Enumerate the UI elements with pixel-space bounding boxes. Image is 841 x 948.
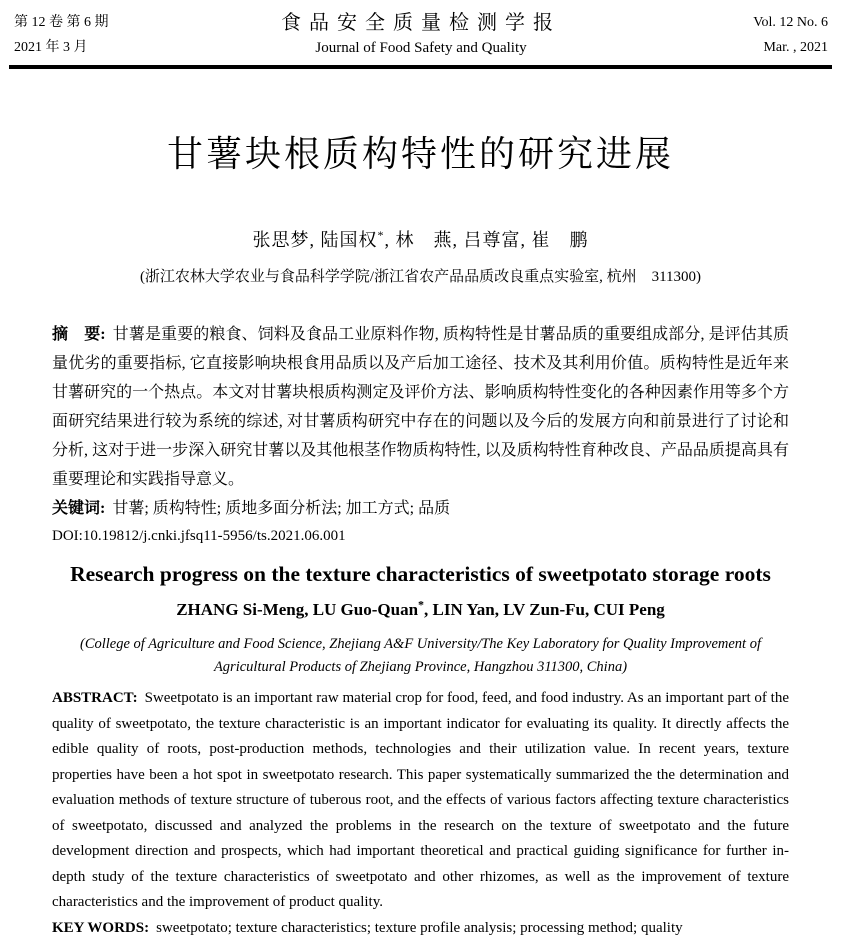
authors-cn-post: , 林 燕, 吕尊富, 崔 鹏	[384, 230, 589, 250]
authors-en	[52, 597, 789, 623]
header-date-en: Mar. , 2021	[763, 40, 828, 55]
abstract-en	[52, 686, 789, 916]
article-title-cn: 甘薯块根质构特性的研究进展	[166, 134, 674, 174]
keywords-en-label: KEY WORDS:	[52, 919, 150, 936]
abstract-en-text: Sweetpotato is an important raw material crop for food, feed, and food industry. As an important part of the quality of sweetpotato, the texture characteristic is an important indicator for evaluating its quality. It directly affects the edible quality of roots, post-production methods, technologies and their utilization value. In recent years, texture properties have been a hot spot in sweetpotato research. This paper systematically summarized the the determination and evaluation methods of texture structure of tuberous root, and the effects of various factors affecting texture characteristics of sweetpotato, discussed and analyzed the problems in the research on the texture of sweetpotato and the future development direction and prospects, which had important theoretical and practical guiding significance for further in-depth study of the texture characteristics of sweetpotato and other rhizomes, as well as the improvement of texture characteristics and the improvement of product quality.	[52, 690, 789, 910]
header-journal-block	[281, 10, 561, 61]
journal-title-en: Journal of Food Safety and Quality	[315, 40, 527, 56]
header-issue-cn: 第 12 卷 第 6 期	[14, 15, 109, 30]
doi-line: DOI:10.19812/j.cnki.jfsq11-5956/ts.2021.06.001	[52, 528, 346, 544]
keywords-cn	[52, 494, 789, 523]
keywords-cn-text: 甘薯; 质构特性; 质地多面分析法; 加工方式; 品质	[112, 500, 451, 517]
abstract-cn	[52, 320, 789, 494]
keywords-en	[52, 916, 789, 942]
header-vol-block	[561, 10, 828, 60]
keywords-cn-label: 关键词:	[52, 500, 106, 517]
corresponding-author-asterisk: *	[377, 228, 385, 242]
header-date-cn: 2021 年 3 月	[14, 40, 88, 55]
abstract-cn-text: 甘薯是重要的粮食、饲料及食品工业原料作物, 质构特性是甘薯品质的重要组成部分, 是评估其质量优劣的重要指标, 它直接影响块根食用品质以及产后加工途径、技术及其利用价值。质构特性是近年来甘薯研究的一个热点。本文对甘薯块根质构测定及评价方法、影响质构特性变化的各种因素作用等多个方面研究结果进行较为系统的综述, 对甘薯质构研究中存在的问题以及今后的发展方向和前景进行了讨论和分析, 这对于进一步深入研究甘薯以及其他根茎作物质构特性, 以及质构特性育种改良、产品品质提高具有重要理论和实践指导意义。	[52, 326, 789, 488]
abstract-en-label: ABSTRACT:	[52, 690, 138, 706]
abstract-cn-label: 摘 要:	[52, 326, 106, 343]
authors-cn-pre: 张思梦, 陆国权	[252, 230, 378, 250]
journal-title-cn: 食品安全质量检测学报	[281, 12, 561, 34]
header-issue-block	[14, 10, 281, 60]
authors-en-pre: ZHANG Si-Meng, LU Guo-Quan	[176, 600, 419, 619]
authors-en-post: , LIN Yan, LV Zun-Fu, CUI Peng	[424, 600, 665, 619]
header-divider-rule	[9, 65, 832, 69]
affiliation-cn: (浙江农林大学农业与食品科学学院/浙江省农产品品质改良重点实验室, 杭州 311300)	[139, 269, 702, 285]
article-body	[0, 320, 841, 941]
header-vol-en: Vol. 12 No. 6	[753, 15, 828, 30]
journal-header	[0, 8, 841, 61]
keywords-en-text: sweetpotato; texture characteristics; texture profile analysis; processing method; quality	[156, 919, 683, 936]
affiliation-en: (College of Agriculture and Food Science, Zhejiang A&F University/The Key Laboratory for Quality Improvement of Agricultural Products of Zhejiang Province, Hangzhou 311300, China)	[80, 636, 761, 675]
article-title-en: Research progress on the texture characteristics of sweetpotato storage roots	[70, 562, 771, 586]
authors-cn	[0, 227, 841, 253]
corresponding-author-asterisk-en: *	[418, 597, 425, 612]
